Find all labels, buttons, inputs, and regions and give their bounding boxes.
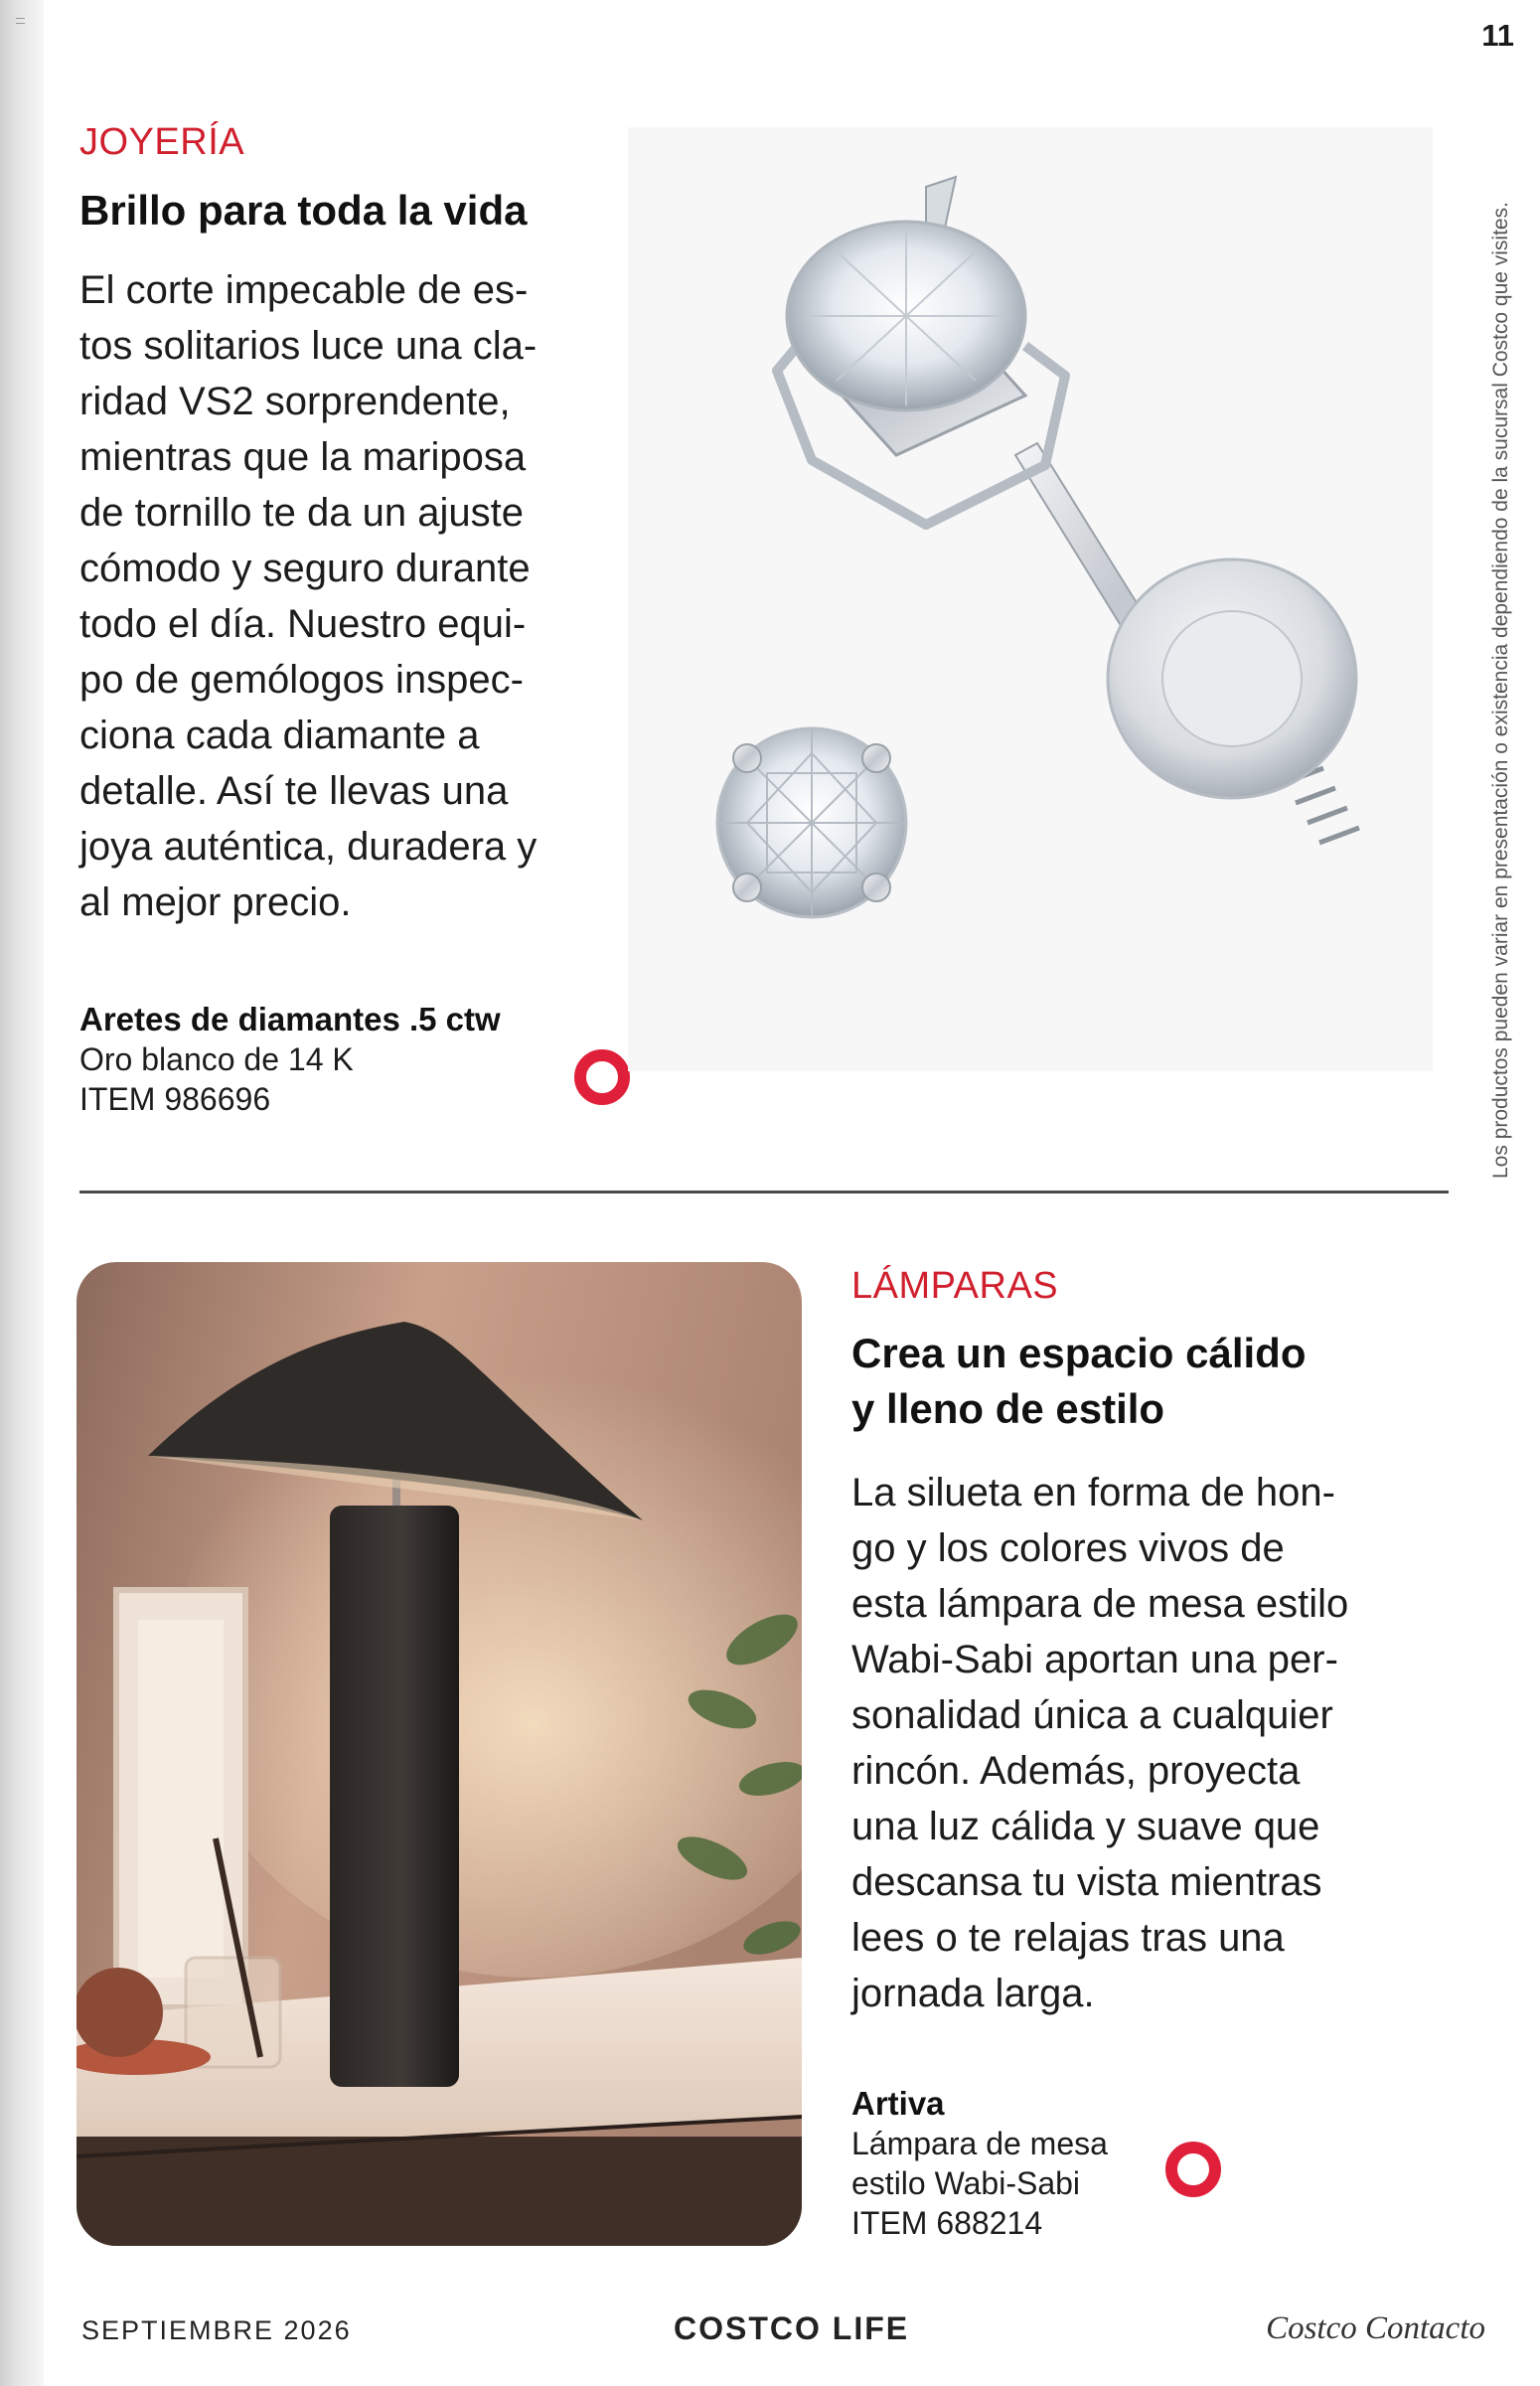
costco-ring-icon xyxy=(574,1049,630,1105)
table-lamp-image xyxy=(77,1262,802,2246)
lamps-product-info xyxy=(851,2084,1108,2243)
lamp-illustration xyxy=(77,1262,802,2246)
jewelry-headline: Brillo para toda la vida xyxy=(79,187,528,234)
product-detail: estilo Wabi-Sabi xyxy=(851,2165,1081,2201)
footer-magazine-title: COSTCO LIFE xyxy=(674,2310,910,2346)
body-line: cómodo y seguro durante xyxy=(79,547,531,590)
product-name: Artiva xyxy=(851,2085,945,2122)
spine-mark xyxy=(16,18,25,24)
product-detail: Oro blanco de 14 K xyxy=(79,1041,354,1077)
costco-ring-icon xyxy=(1165,2142,1221,2197)
body-line: Wabi-Sabi aportan una per- xyxy=(851,1638,1338,1681)
body-line: descansa tu vista mientras xyxy=(851,1860,1322,1904)
body-line: po de gemólogos inspec- xyxy=(79,658,524,702)
jewelry-body xyxy=(79,262,636,930)
page-number: 11 xyxy=(1481,18,1514,53)
body-line: jornada larga. xyxy=(851,1972,1095,2015)
footer-section-name: Costco Contacto xyxy=(1266,2310,1485,2346)
body-line: una luz cálida y suave que xyxy=(851,1805,1320,1848)
jewelry-product-info xyxy=(79,1000,501,1119)
body-line: mientras que la mariposa xyxy=(79,435,527,479)
diamond-earrings-image xyxy=(628,127,1433,1071)
body-line: esta lámpara de mesa estilo xyxy=(851,1582,1349,1626)
lamps-category: LÁMPARAS xyxy=(851,1265,1059,1307)
product-name: Aretes de diamantes .5 ctw xyxy=(79,1001,501,1037)
body-line: go y los colores vivos de xyxy=(851,1526,1285,1570)
body-line: todo el día. Nuestro equi- xyxy=(79,602,527,646)
body-line: detalle. Así te llevas una xyxy=(79,769,509,813)
body-line: El corte impecable de es- xyxy=(79,268,529,312)
headline-line: Crea un espacio cálido xyxy=(851,1330,1307,1376)
page-spine-shadow xyxy=(0,0,44,2386)
footer-date: SEPTIEMBRE 2026 xyxy=(81,2315,352,2345)
lamps-headline xyxy=(851,1326,1307,1437)
body-line: ciona cada diamante a xyxy=(79,714,480,757)
body-line: lees o te relajas tras una xyxy=(851,1916,1285,1960)
availability-note: Los productos pueden variar en presentación o existencia dependiendo de la sucursal Costco que visites. xyxy=(1489,202,1512,1180)
body-line: sonalidad única a cualquier xyxy=(851,1693,1333,1737)
body-line: tos solitarios luce una cla- xyxy=(79,324,538,368)
headline-line: y lleno de estilo xyxy=(851,1385,1165,1432)
body-line: al mejor precio. xyxy=(79,880,352,924)
body-line: ridad VS2 sorprendente, xyxy=(79,380,511,423)
product-detail: Lámpara de mesa xyxy=(851,2126,1108,2161)
body-line: joya auténtica, duradera y xyxy=(79,825,538,869)
body-line: rincón. Además, proyecta xyxy=(851,1749,1301,1793)
product-item-number: ITEM 986696 xyxy=(79,1081,271,1117)
body-line: La silueta en forma de hon- xyxy=(851,1471,1335,1514)
lamps-body xyxy=(851,1465,1448,2021)
section-divider xyxy=(79,1191,1449,1193)
product-item-number: ITEM 688214 xyxy=(851,2205,1043,2241)
jewelry-category: JOYERÍA xyxy=(79,121,245,163)
body-line: de tornillo te da un ajuste xyxy=(79,491,524,535)
